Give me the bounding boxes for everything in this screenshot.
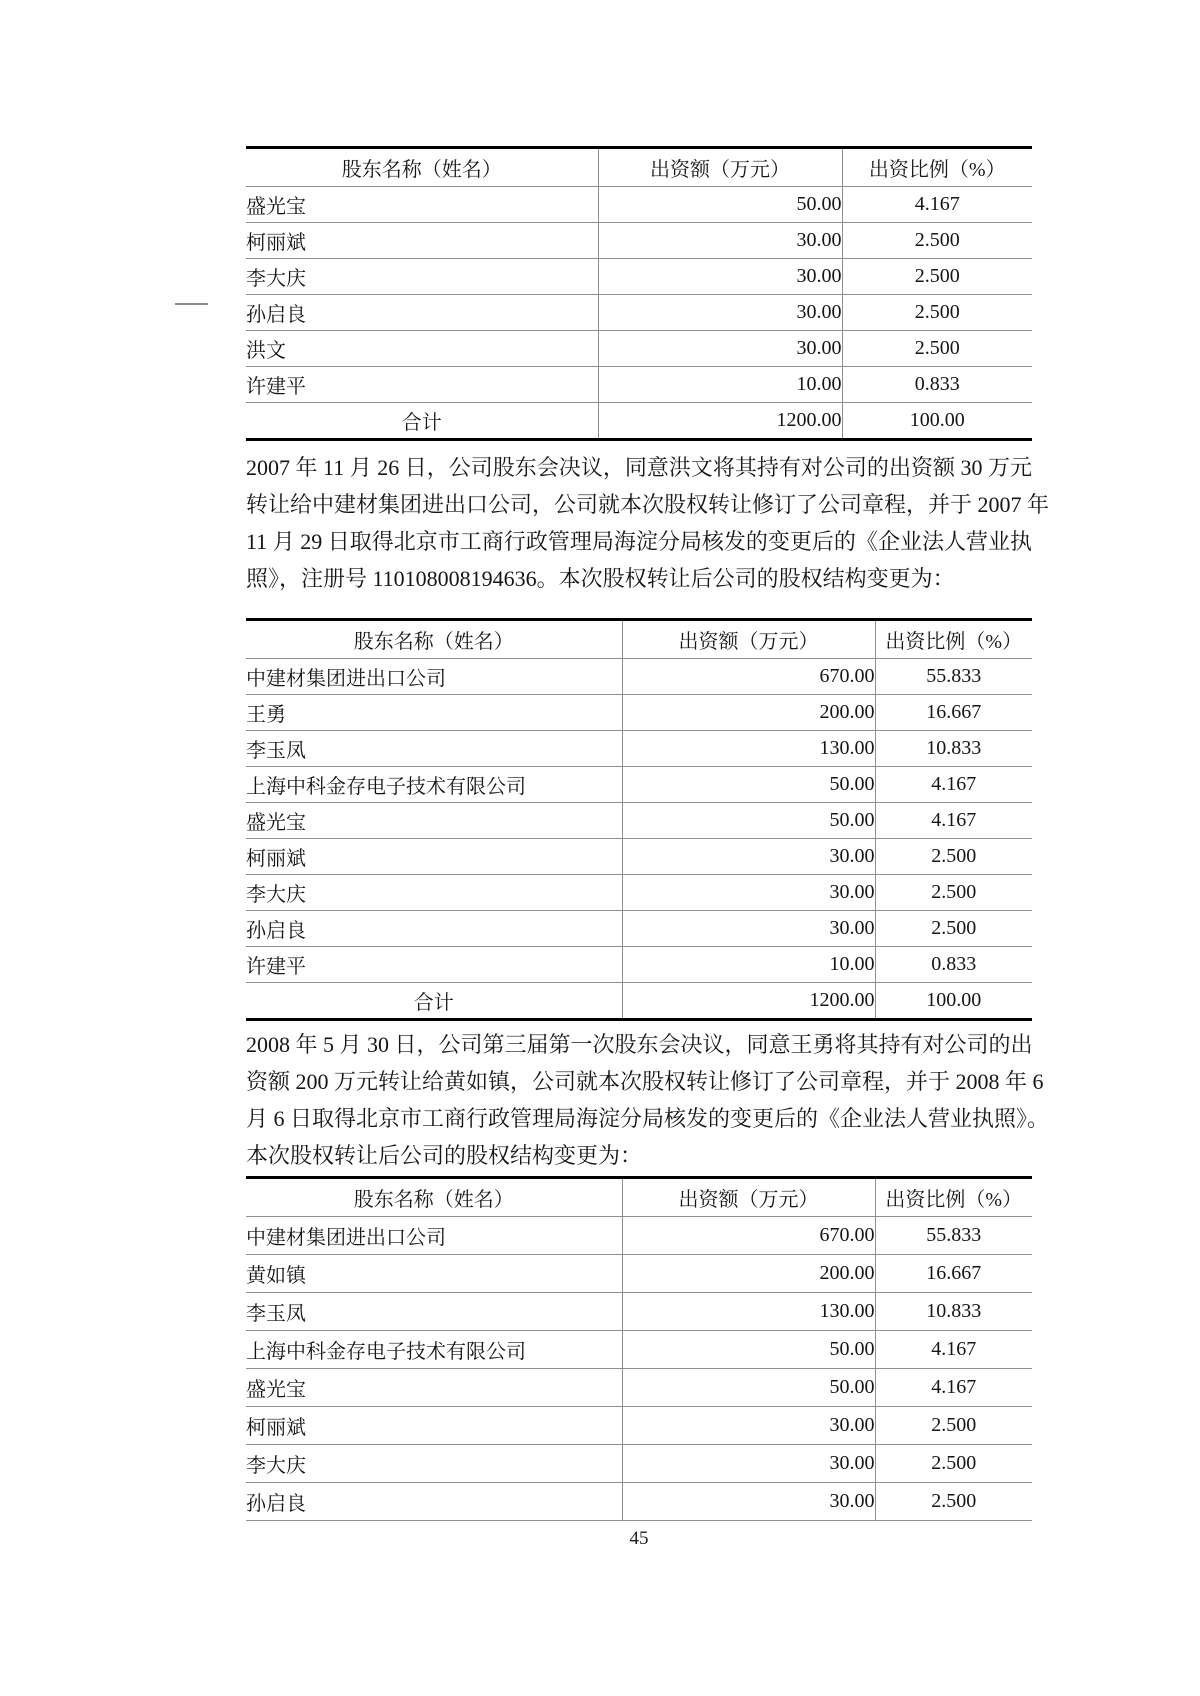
shareholder-name: 王勇 bbox=[246, 695, 622, 731]
column-header: 股东名称（姓名） bbox=[246, 148, 598, 187]
table-row bbox=[246, 1255, 1032, 1293]
contribution-percent: 2.500 bbox=[842, 259, 1032, 295]
table-row bbox=[246, 1331, 1032, 1369]
contribution-amount: 30.00 bbox=[622, 911, 875, 947]
paragraph-line: 11 月 29 日取得北京市工商行政管理局海淀分局核发的变更后的《企业法人营业执 bbox=[246, 529, 1032, 554]
contribution-percent: 2.500 bbox=[875, 1483, 1032, 1521]
shareholder-name: 柯丽斌 bbox=[246, 1407, 622, 1445]
contribution-percent: 4.167 bbox=[875, 1331, 1032, 1369]
table-row bbox=[246, 1407, 1032, 1445]
table-row bbox=[246, 259, 1032, 295]
shareholder-name: 李大庆 bbox=[246, 1445, 622, 1483]
contribution-percent: 2.500 bbox=[875, 875, 1032, 911]
contribution-amount: 30.00 bbox=[622, 1483, 875, 1521]
table-row bbox=[246, 1293, 1032, 1331]
shareholder-name: 李玉凤 bbox=[246, 731, 622, 767]
contribution-percent: 100.00 bbox=[875, 983, 1032, 1020]
table-row bbox=[246, 875, 1032, 911]
shareholder-table-2 bbox=[246, 618, 1032, 1021]
total-label: 合计 bbox=[246, 403, 598, 440]
paragraph-2007-transfer bbox=[246, 449, 1050, 597]
contribution-percent: 2.500 bbox=[842, 223, 1032, 259]
contribution-amount: 30.00 bbox=[622, 1445, 875, 1483]
paragraph-line: 转让给中建材集团进出口公司，公司就本次股权转让修订了公司章程，并于 2007 年 bbox=[246, 492, 1050, 517]
table-row bbox=[246, 1369, 1032, 1407]
table-row bbox=[246, 1217, 1032, 1255]
contribution-amount: 30.00 bbox=[598, 223, 842, 259]
contribution-percent: 4.167 bbox=[842, 187, 1032, 223]
table-row bbox=[246, 187, 1032, 223]
column-header: 出资比例（%） bbox=[875, 1178, 1032, 1217]
table-row bbox=[246, 367, 1032, 403]
contribution-amount: 1200.00 bbox=[598, 403, 842, 440]
shareholder-name: 盛光宝 bbox=[246, 1369, 622, 1407]
table-row bbox=[246, 1445, 1032, 1483]
shareholder-name: 中建材集团进出口公司 bbox=[246, 1217, 622, 1255]
contribution-amount: 1200.00 bbox=[622, 983, 875, 1020]
contribution-percent: 2.500 bbox=[875, 1407, 1032, 1445]
table-row bbox=[246, 839, 1032, 875]
paragraph-line: 资额 200 万元转让给黄如镇，公司就本次股权转让修订了公司章程，并于 2008 年 6 bbox=[246, 1069, 1044, 1094]
page-number: 45 bbox=[629, 1528, 649, 1549]
contribution-percent: 2.500 bbox=[875, 1445, 1032, 1483]
column-header: 出资额（万元） bbox=[622, 620, 875, 659]
contribution-amount: 10.00 bbox=[622, 947, 875, 983]
shareholder-name: 孙启良 bbox=[246, 1483, 622, 1521]
paragraph-2008-transfer bbox=[246, 1026, 1050, 1174]
contribution-percent: 55.833 bbox=[875, 1217, 1032, 1255]
contribution-amount: 50.00 bbox=[622, 767, 875, 803]
contribution-percent: 55.833 bbox=[875, 659, 1032, 695]
contribution-percent: 4.167 bbox=[875, 767, 1032, 803]
paragraph-line: 照》，注册号 110108008194636。本次股权转让后公司的股权结构变更为： bbox=[246, 566, 955, 591]
contribution-amount: 30.00 bbox=[598, 331, 842, 367]
shareholder-name: 李大庆 bbox=[246, 875, 622, 911]
table-row bbox=[246, 695, 1032, 731]
table-row bbox=[246, 767, 1032, 803]
contribution-amount: 50.00 bbox=[622, 1331, 875, 1369]
contribution-percent: 10.833 bbox=[875, 1293, 1032, 1331]
contribution-amount: 50.00 bbox=[598, 187, 842, 223]
column-header: 出资比例（%） bbox=[875, 620, 1032, 659]
shareholder-table-3 bbox=[246, 1176, 1032, 1521]
table-row bbox=[246, 659, 1032, 695]
contribution-percent: 2.500 bbox=[875, 839, 1032, 875]
table-row bbox=[246, 911, 1032, 947]
margin-mark bbox=[175, 303, 208, 305]
shareholder-name: 柯丽斌 bbox=[246, 839, 622, 875]
shareholder-name: 许建平 bbox=[246, 367, 598, 403]
contribution-percent: 10.833 bbox=[875, 731, 1032, 767]
table-row bbox=[246, 731, 1032, 767]
shareholder-name: 李大庆 bbox=[246, 259, 598, 295]
contribution-percent: 0.833 bbox=[842, 367, 1032, 403]
table-row bbox=[246, 223, 1032, 259]
paragraph-line: 月 6 日取得北京市工商行政管理局海淀分局核发的变更后的《企业法人营业执照》。 bbox=[246, 1106, 1050, 1131]
column-header: 出资额（万元） bbox=[622, 1178, 875, 1217]
column-header: 出资比例（%） bbox=[842, 148, 1032, 187]
total-row bbox=[246, 983, 1032, 1020]
shareholder-name: 洪文 bbox=[246, 331, 598, 367]
column-header: 出资额（万元） bbox=[598, 148, 842, 187]
shareholder-name: 孙启良 bbox=[246, 911, 622, 947]
contribution-amount: 670.00 bbox=[622, 659, 875, 695]
contribution-amount: 10.00 bbox=[598, 367, 842, 403]
shareholder-name: 柯丽斌 bbox=[246, 223, 598, 259]
contribution-amount: 30.00 bbox=[622, 875, 875, 911]
contribution-amount: 670.00 bbox=[622, 1217, 875, 1255]
shareholder-name: 孙启良 bbox=[246, 295, 598, 331]
shareholder-name: 盛光宝 bbox=[246, 187, 598, 223]
table-row bbox=[246, 331, 1032, 367]
contribution-amount: 130.00 bbox=[622, 731, 875, 767]
shareholder-name: 盛光宝 bbox=[246, 803, 622, 839]
contribution-amount: 30.00 bbox=[598, 295, 842, 331]
column-header: 股东名称（姓名） bbox=[246, 1178, 622, 1217]
paragraph-line: 2007 年 11 月 26 日，公司股东会决议，同意洪文将其持有对公司的出资额 30 万元 bbox=[246, 455, 1032, 480]
contribution-percent: 4.167 bbox=[875, 1369, 1032, 1407]
contribution-percent: 16.667 bbox=[875, 1255, 1032, 1293]
contribution-amount: 50.00 bbox=[622, 1369, 875, 1407]
contribution-percent: 2.500 bbox=[875, 911, 1032, 947]
contribution-amount: 30.00 bbox=[598, 259, 842, 295]
contribution-percent: 16.667 bbox=[875, 695, 1032, 731]
table-header-row bbox=[246, 148, 1032, 187]
shareholder-name: 李玉凤 bbox=[246, 1293, 622, 1331]
contribution-percent: 2.500 bbox=[842, 295, 1032, 331]
contribution-amount: 200.00 bbox=[622, 1255, 875, 1293]
total-label: 合计 bbox=[246, 983, 622, 1020]
table-header-row bbox=[246, 620, 1032, 659]
shareholder-name: 黄如镇 bbox=[246, 1255, 622, 1293]
contribution-amount: 30.00 bbox=[622, 1407, 875, 1445]
contribution-percent: 2.500 bbox=[842, 331, 1032, 367]
table-row bbox=[246, 803, 1032, 839]
contribution-percent: 100.00 bbox=[842, 403, 1032, 440]
column-header: 股东名称（姓名） bbox=[246, 620, 622, 659]
table-row bbox=[246, 1483, 1032, 1521]
contribution-amount: 130.00 bbox=[622, 1293, 875, 1331]
table-row bbox=[246, 947, 1032, 983]
paragraph-line: 本次股权转让后公司的股权结构变更为： bbox=[246, 1143, 643, 1168]
table-row bbox=[246, 295, 1032, 331]
shareholder-name: 上海中科金存电子技术有限公司 bbox=[246, 1331, 622, 1369]
contribution-amount: 200.00 bbox=[622, 695, 875, 731]
paragraph-line: 2008 年 5 月 30 日，公司第三届第一次股东会决议，同意王勇将其持有对公司的出 bbox=[246, 1032, 1033, 1057]
total-row bbox=[246, 403, 1032, 440]
contribution-percent: 0.833 bbox=[875, 947, 1032, 983]
shareholder-name: 许建平 bbox=[246, 947, 622, 983]
shareholder-name: 上海中科金存电子技术有限公司 bbox=[246, 767, 622, 803]
contribution-amount: 50.00 bbox=[622, 803, 875, 839]
contribution-amount: 30.00 bbox=[622, 839, 875, 875]
table-header-row bbox=[246, 1178, 1032, 1217]
shareholder-name: 中建材集团进出口公司 bbox=[246, 659, 622, 695]
contribution-percent: 4.167 bbox=[875, 803, 1032, 839]
shareholder-table-1 bbox=[246, 146, 1032, 441]
